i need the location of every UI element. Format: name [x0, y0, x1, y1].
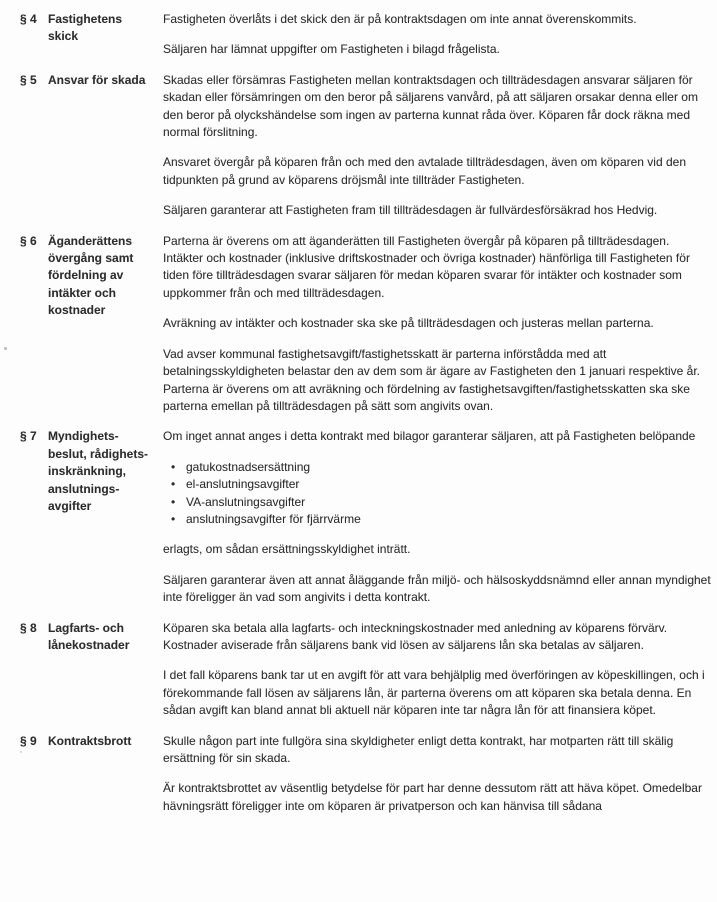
- paragraph: Vad avser kommunal fastighetsavgift/fastighetsskatt är parterna införstådda med att betalningsskyldigheten belastar den av dem som är ägare av Fastigheten den 1 januari respektive år. Parterna är överens om att avräkning och fördelning av fastighetsavgiften/fastighetsskatten ska ske parterna emellan på tillträdesdagen på sätt som angivits ovan.: [163, 346, 700, 413]
- paragraph: I det fall köparens bank tar ut en avgift för att vara behjälplig med överföringen av köpeskillingen, och i förekommande fall lösen av säljarens lån, är parterna överens om att köparen ska betala denna. En sådan avgift kan bland annat bli aktuell när köparen inte tar några lån för att finansiera köpet.: [163, 668, 705, 718]
- section-body: [163, 11, 711, 59]
- section-number: § 6: [20, 233, 37, 248]
- paragraph: Om inget annat anges i detta kontrakt med bilagor garanterar säljaren, att på Fastigheten belöpande: [163, 429, 696, 444]
- section-body: [163, 428, 711, 606]
- section-heading: Kontraktsbrott: [48, 733, 132, 748]
- paragraph: Fastigheten överlåts i det skick den är på kontraktsdagen om inte annat överenskommits.: [163, 12, 637, 26]
- paragraph: Säljaren har lämnat uppgifter om Fastigheten i bilagd frågelista.: [163, 42, 500, 57]
- section-heading: Ansvar för skada: [48, 72, 146, 87]
- section-4-fastighetens-skick: [20, 11, 711, 59]
- list-item: • VA-anslutningsavgifter: [171, 494, 711, 511]
- section-heading: Lagfarts- och lånekostnader: [48, 620, 130, 652]
- paragraph: Säljaren garanterar att Fastigheten fram till tillträdesdagen är fullvärdesförsäkrad hos Hedvig.: [163, 203, 658, 218]
- fee-bullet-list: [163, 459, 711, 529]
- section-heading: Äganderättens övergång samt fördelning av intäkter och kostnader: [48, 233, 134, 318]
- list-item: • gatukostnadsersättning: [171, 459, 711, 476]
- section-number: § 5: [20, 72, 37, 87]
- section-heading: Fastighetens skick: [48, 12, 123, 44]
- paragraph: erlagts, om sådan ersättningsskyldighet inträtt.: [163, 542, 411, 557]
- paragraph: Avräkning av intäkter och kostnader ska ske på tillträdesdagen och justeras mellan parterna.: [163, 316, 654, 331]
- section-body: [163, 620, 711, 720]
- section-7-myndighetsbeslut: [20, 428, 711, 606]
- section-number: § 7: [20, 429, 37, 444]
- section-9-kontraktsbrott: [20, 733, 711, 816]
- section-8-lagfarts-och-lanekostnader: [20, 620, 711, 720]
- paragraph: Säljaren garanterar även att annat åläggande från miljö- och hälsoskyddsnämnd eller annan myndighet inte föreligger än vad som angivits i detta kontrakt.: [163, 572, 711, 605]
- section-body: [163, 733, 711, 816]
- paragraph: Köparen ska betala alla lagfarts- och inteckningskostnader med anledning av köparens förvärv. Kostnader aviserade från säljarens bank vid lösen av säljarens lån ska betalas av säljaren.: [163, 620, 668, 652]
- paragraph: Är kontraktsbrottet av väsentlig betydelse för part har denne dessutom rätt att häva köpet. Omedelbar hävningsrätt föreligger inte om köparen är privatperson och kan hänvisa till sådana: [163, 781, 702, 813]
- section-6-aganderattens-overgang: [20, 233, 711, 416]
- section-5-ansvar-for-skada: [20, 72, 711, 220]
- section-number: § 9: [20, 733, 37, 748]
- list-item: • el-anslutningsavgifter: [171, 476, 711, 493]
- section-body: [163, 233, 711, 416]
- paragraph: Ansvaret övergår på köparen från och med den avtalade tillträdesdagen, även om köparen vid den tidpunkten på grund av köparens dröjsmål inte tillträder Fastigheten.: [163, 155, 686, 187]
- list-item: • anslutningsavgifter för fjärrvärme: [171, 511, 711, 528]
- paragraph: Skulle någon part inte fullgöra sina skyldigheter enligt detta kontrakt, har motparten rätt till skälig ersättning för sin skada.: [163, 733, 674, 765]
- section-number: § 4: [20, 12, 37, 26]
- section-body: [163, 72, 711, 220]
- section-heading: Myndighets-beslut, rådighets-inskränkning, anslutnings-avgifter: [48, 429, 149, 513]
- scan-speck: [4, 347, 7, 350]
- contract-content: [20, 11, 711, 828]
- paragraph: Parterna är överens om att äganderätten till Fastigheten övergår på köparen på tillträdesdagen. Intäkter och kostnader (inklusive driftskostnader och övriga kostnader) hänförliga till Fastigheten för tiden före tillträdesdagen svarar säljaren för medan köparen svarar för intäkter och kostnader som uppkommer från och med tillträdesdagen.: [163, 233, 690, 300]
- section-number: § 8: [20, 620, 37, 635]
- paragraph: Skadas eller försämras Fastigheten mellan kontraktsdagen och tillträdesdagen ansvarar säljaren för skadan eller försämringen om den beror på säljarens vanvård, på att säljaren orsakar denna eller om den beror på olyckshändelse som ingen av parterna kunnat råda över. Köparen får dock räkna med normal förslitning.: [163, 72, 698, 140]
